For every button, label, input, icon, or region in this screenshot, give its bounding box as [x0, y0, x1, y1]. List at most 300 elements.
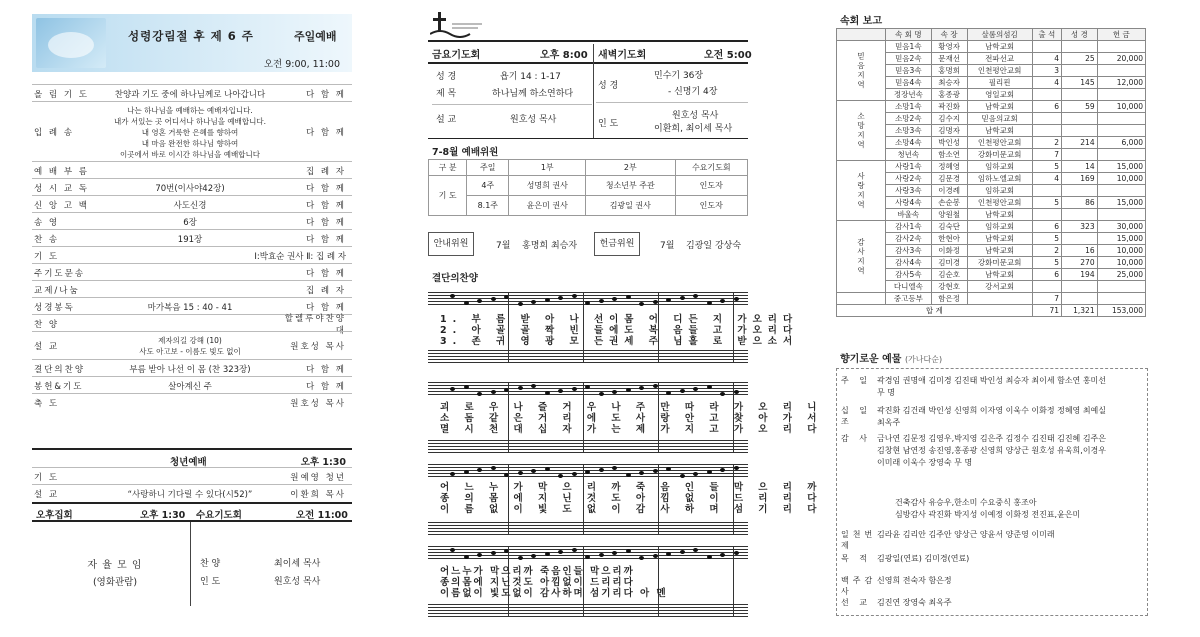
staff-line: [428, 353, 748, 354]
week-title: 성령강림절 후 제 6 주: [128, 29, 254, 43]
staff-line: [428, 616, 748, 617]
report-cell: 2: [1032, 245, 1061, 257]
report-cell: 12,000: [1097, 77, 1145, 89]
order-content: [104, 105, 276, 160]
report-cell: [1062, 185, 1098, 197]
music-note: [734, 466, 739, 470]
report-cell: 6: [1032, 269, 1061, 281]
report-cell: [1097, 125, 1145, 137]
staff-line: [428, 546, 748, 547]
staff-line: [428, 350, 748, 351]
order-content-line: 내 마음 완전한 하나님 향하여: [141, 138, 239, 148]
music-note: [450, 472, 455, 476]
staff-line: [428, 531, 748, 532]
hymn-lyric-line: 1. 부 름 받 아 나 선이몸 어 디든 지 가오리다: [440, 314, 799, 325]
report-cell: [1097, 149, 1145, 161]
report-cell: 10,000: [1097, 173, 1145, 185]
youth-title: 청년예배: [170, 457, 207, 468]
music-note: [707, 301, 712, 305]
order-row: [32, 263, 352, 281]
offering-row: [837, 405, 1147, 429]
staff-line: [428, 382, 748, 383]
report-cell: 4: [1032, 173, 1061, 185]
report-cell: 10,000: [1097, 245, 1145, 257]
order-content-line: 내가 서있는 곳 어디서나 하나님을 예배합니다.: [114, 116, 266, 126]
report-total-label: 합 계: [837, 305, 1033, 317]
report-cell: 강화미문교회: [967, 257, 1032, 269]
afternoon-title: 오후집회: [36, 510, 73, 521]
report-cell: 59: [1062, 101, 1098, 113]
music-note: [518, 471, 523, 475]
dawn-time: 오전 5:00: [704, 50, 752, 61]
hymn-lyric-line: 어느누가 막으리까 죽음인들 막으리까: [440, 566, 635, 577]
wed-value-1: 최이세 목사: [274, 559, 321, 569]
committee-cell: 인도자: [675, 196, 747, 216]
offering-names: [877, 375, 1147, 399]
report-cell: 인천평안교회: [967, 65, 1032, 77]
staff-line: [428, 534, 748, 535]
order-content-text: 마가복음 15 : 40 - 41: [147, 302, 233, 313]
order-label: 성경봉독: [34, 302, 75, 313]
report-row: [837, 161, 1146, 173]
report-cell: 홍종광: [931, 89, 967, 101]
music-note: [612, 466, 617, 470]
report-total-row: [837, 305, 1146, 317]
music-note: [545, 298, 550, 302]
offering-names: [877, 433, 1147, 469]
offering-line: 심방감사 곽진화 박지성 이예정 이화정 전진표,윤은미: [895, 510, 1081, 519]
music-note: [626, 549, 631, 553]
music-note: [491, 466, 496, 470]
report-region: 소망지역: [837, 101, 886, 161]
report-cell: 145: [1062, 77, 1098, 89]
report-cell: 손순봉: [931, 197, 967, 209]
music-note: [707, 470, 712, 474]
order-label: 축 도: [34, 398, 60, 409]
report-cell: 함소연: [931, 149, 967, 161]
report-cell: [1062, 89, 1098, 101]
report-cell: 임하교회: [967, 221, 1032, 233]
youth-row: [32, 467, 352, 485]
order-row: [32, 359, 352, 377]
order-label: 예 배 부 름: [34, 166, 89, 177]
youth-leader: 원예영 청년: [290, 472, 346, 483]
youth-label: 기 도: [34, 472, 60, 483]
report-cell: 7: [1032, 149, 1061, 161]
report-cell: 믿음의교회: [967, 113, 1032, 125]
report-cell: [1062, 209, 1098, 221]
report-cell: 최승자: [931, 77, 967, 89]
staff-line: [428, 525, 748, 526]
music-note: [693, 548, 698, 552]
offering-line: 무 명: [877, 388, 895, 397]
order-content-text: 살아계신 주: [168, 381, 212, 392]
music-note: [666, 391, 671, 395]
order-label: 기 도: [34, 251, 60, 262]
music-note: [680, 550, 685, 554]
report-cell: 임하노엘교회: [967, 173, 1032, 185]
offering-line: 김창현 남연정 송진영,홍종광 신영희 양상근 원호성 유욱희,이경우: [877, 446, 1106, 455]
report-cell: [1032, 41, 1061, 53]
offering-row: [837, 597, 1147, 609]
music-note: [666, 298, 671, 302]
music-note: [653, 469, 658, 473]
order-content: [104, 380, 276, 392]
report-header: 출 석: [1032, 29, 1061, 41]
report-cell: 남학교회: [967, 41, 1032, 53]
offering-label: 일천번제: [841, 530, 877, 550]
music-note: [639, 386, 644, 390]
staff-line: [428, 394, 748, 395]
vertical-divider: [593, 44, 594, 138]
report-cell: 임하교회: [967, 185, 1032, 197]
hymn-lyric-line: 2. 아 골 골 짝 빈 들에도 복 음들 고 가오리다: [440, 325, 799, 336]
report-cell: [1062, 65, 1098, 77]
music-note: [639, 471, 644, 475]
divider: [596, 102, 748, 103]
committee-header: 주일: [467, 160, 509, 176]
report-cell: [1097, 89, 1145, 101]
offering-line: 건축감사 유승우,한소미 수요중식 홍조아: [895, 498, 1037, 507]
order-content-text: 사도신경: [173, 200, 207, 211]
order-leader: 다 함 께: [305, 217, 346, 228]
report-cell: [1097, 65, 1145, 77]
offering-line: 김광일(연료) 김미경(연료): [877, 554, 970, 563]
music-note: [572, 548, 577, 552]
committee-cell: 인도자: [675, 176, 747, 196]
report-cell: 사랑1속: [886, 161, 932, 173]
report-cell: 전파선교: [967, 53, 1032, 65]
report-cell: 14: [1062, 161, 1098, 173]
report-cell: 믿음2속: [886, 53, 932, 65]
order-content-line: 이곳에서 바로 이시간 하나님을 예배합니다: [120, 149, 260, 159]
music-note: [653, 300, 658, 304]
order-leader: 할렐루야찬양대: [284, 313, 346, 336]
order-content-line: 사도 아고보 - 이름도 빛도 없이: [139, 347, 241, 356]
friday-label-1: 성 경: [436, 72, 457, 82]
report-cell: 감사5속: [886, 269, 932, 281]
music-note: [545, 552, 550, 556]
staff-line: [428, 391, 748, 392]
report-cell: 사랑3속: [886, 185, 932, 197]
music-note: [531, 300, 536, 304]
music-note: [599, 392, 604, 396]
report-cell: 김문경: [931, 173, 967, 185]
music-note: [693, 387, 698, 391]
report-cell: 감사3속: [886, 245, 932, 257]
wednesday-title: 수요기도회: [196, 510, 242, 521]
committee-table: [428, 159, 748, 216]
order-content: [104, 363, 276, 375]
report-cell: 소망3속: [886, 125, 932, 137]
music-note: [720, 468, 725, 472]
offering-line: 김라윤 김리안 김주안 양상근 양윤서 양준영 이미래: [877, 530, 1055, 539]
report-cell: [1062, 113, 1098, 125]
staff-line: [428, 604, 748, 605]
guide-label-1: 안내위원: [428, 232, 474, 256]
staff-line: [428, 607, 748, 608]
report-header: 성 경: [1062, 29, 1098, 41]
order-leader: 원호성 목사: [290, 342, 346, 352]
offering-box: [836, 368, 1148, 616]
report-cell: 소망2속: [886, 113, 932, 125]
report-header: 살롬의섬김: [967, 29, 1032, 41]
hymn-lyric-line: 이름없이 빛도없이 감사하며 섬기리다 아 멘: [440, 588, 668, 599]
report-cell: 감사2속: [886, 233, 932, 245]
report-cell: 6: [1032, 101, 1061, 113]
report-header-region: [837, 29, 886, 41]
report-cell: 함은정: [931, 293, 967, 305]
order-label: 교제/나눔: [34, 285, 80, 296]
music-note: [558, 296, 563, 300]
report-cell: [1097, 293, 1145, 305]
order-leader: 다 함 께: [305, 381, 346, 392]
order-leader: 집 례 자: [305, 285, 346, 296]
music-note: [477, 299, 482, 303]
report-cell: [1062, 41, 1098, 53]
report-cell: 남학교회: [967, 125, 1032, 137]
friday-label-2: 제 목: [436, 89, 457, 99]
report-cell: 남학교회: [967, 269, 1032, 281]
dawn-scripture-2: - 신명기 4장: [668, 87, 718, 97]
wed-value-2: 원호성 목사: [274, 577, 321, 587]
order-content-text: 부름 받아 나선 이 몸 (찬 323장): [129, 364, 251, 375]
offering-names: [877, 597, 1147, 609]
offering-row: [837, 433, 1147, 469]
offering-names: [877, 405, 1147, 429]
music-note: [572, 472, 577, 476]
divider: [428, 138, 748, 139]
report-cell: 강서교회: [967, 281, 1032, 293]
staff-line: [428, 295, 748, 296]
committee-header: 구 분: [429, 160, 467, 176]
order-label: 주기도문송: [34, 268, 86, 279]
staff-line: [428, 452, 748, 453]
report-cell: 323: [1062, 221, 1098, 233]
committee-cell: 청소년부 주관: [586, 176, 675, 196]
report-cell: [1062, 125, 1098, 137]
report-cell: 270: [1062, 257, 1098, 269]
friday-value-3: 원호성 목사: [510, 115, 557, 125]
staff-line: [428, 443, 748, 444]
report-cell: 임하교회: [967, 161, 1032, 173]
report-cell: 믿음4속: [886, 77, 932, 89]
music-note: [572, 294, 577, 298]
music-note: [720, 392, 725, 396]
report-cell: 믿음1속: [886, 41, 932, 53]
report-cell: 강현호: [931, 281, 967, 293]
music-note: [612, 297, 617, 301]
hymn-lyric-line: 멸 시 천 대 십 자 가 는 제 가 지 고 가 오 리 다: [440, 424, 823, 435]
music-note: [599, 553, 604, 557]
order-content: [104, 216, 276, 228]
music-note: [693, 472, 698, 476]
offering-row: [837, 553, 1147, 565]
order-row: [32, 313, 352, 336]
music-note: [734, 390, 739, 394]
music-note: [680, 296, 685, 300]
report-cell: 황영자: [931, 41, 967, 53]
dawn-leader-1: 원호성 목사: [672, 111, 719, 121]
report-header-row: [837, 29, 1146, 41]
music-note: [450, 548, 455, 552]
report-cell: [1032, 185, 1061, 197]
music-note: [680, 474, 685, 478]
hymn-lyric-line: 이 름 없 이 빛 도 없 이 감 사 하 며 섬 기 리 다: [440, 504, 823, 515]
guide-names-1: 홍명희 최승자: [522, 241, 578, 251]
wed-label-1: 찬 양: [200, 559, 221, 569]
offering-title: [840, 350, 942, 365]
committee-cell: 성명희 권사: [509, 176, 586, 196]
order-leader: 다 함 께: [305, 302, 346, 313]
committee-cell: 8.1주: [467, 196, 509, 216]
music-note: [599, 468, 604, 472]
music-note: [707, 555, 712, 559]
report-cell: 30,000: [1097, 221, 1145, 233]
report-cell: 194: [1062, 269, 1098, 281]
report-region: 믿음지역: [837, 41, 886, 101]
offering-subtitle: (가나다순): [904, 355, 943, 364]
report-header: 속 회 명: [886, 29, 932, 41]
offering-names: [877, 553, 1147, 565]
report-region: 감사지역: [837, 221, 886, 293]
order-label: 송 영: [34, 217, 60, 228]
order-leader: 다 함 께: [305, 268, 346, 279]
youth-content: “사랑하니 기다릴 수 있다(시52)”: [127, 489, 253, 500]
music-note: [464, 555, 469, 559]
hymn-lyric-line: 종 의 몸 에 지 닌 것 도 아 낌 없 이 드 리 리 다: [440, 493, 823, 504]
dawn-title: 새벽기도회: [598, 50, 647, 61]
service-name: 주일예배: [294, 30, 337, 43]
order-content: [104, 233, 276, 245]
offering-row: [837, 497, 1147, 521]
order-content-line: 나는 하나님을 예배하는 예배자입니다.: [127, 105, 253, 115]
offering-label: 선 교: [841, 598, 871, 607]
committee-cell: 윤은미 권사: [509, 196, 586, 216]
report-cell: [1032, 125, 1061, 137]
report-cell: 16: [1062, 245, 1098, 257]
hymn-sheet: [428, 284, 823, 630]
report-cell: 양원철: [931, 209, 967, 221]
committee-header: 1부: [509, 160, 586, 176]
report-cell: 정장년속: [886, 89, 932, 101]
friday-time: 오후 8:00: [540, 50, 588, 61]
order-leader: 다 함 께: [305, 128, 346, 138]
music-note: [558, 550, 563, 554]
order-content: [104, 335, 276, 357]
report-cell: 홍명희: [931, 65, 967, 77]
order-leader: 원호성 목사: [290, 398, 346, 409]
report-cell: 감사1속: [886, 221, 932, 233]
report-cell: [967, 293, 1032, 305]
report-cell: 15,000: [1097, 161, 1145, 173]
report-cell: [1097, 41, 1145, 53]
report-cell: 3: [1032, 65, 1061, 77]
report-cell: 다니엘속: [886, 281, 932, 293]
report-region: 사랑지역: [837, 161, 886, 221]
report-cell: 6,000: [1097, 137, 1145, 149]
music-note: [585, 301, 590, 305]
music-note: [531, 384, 536, 388]
order-row: [32, 195, 352, 213]
dawn-scripture-label: 성 경: [598, 81, 619, 91]
report-cell: 박인성: [931, 137, 967, 149]
staff-line: [428, 449, 748, 450]
report-cell: 10,000: [1097, 257, 1145, 269]
staff-line: [428, 359, 748, 360]
staff-line: [428, 549, 748, 550]
report-title: 속회 보고: [840, 16, 883, 27]
report-cell: 중고등부: [886, 293, 932, 305]
service-time: 오전 9:00, 11:00: [263, 59, 340, 70]
report-cell: [1097, 281, 1145, 293]
report-cell: 믿음3속: [886, 65, 932, 77]
report-header: 속 장: [931, 29, 967, 41]
report-region: [837, 293, 886, 305]
staff-line: [428, 446, 748, 447]
order-row: [32, 229, 352, 247]
music-note: [734, 297, 739, 301]
music-note: [653, 384, 658, 388]
hymn-lyric-line: 종의몸에 지닌것도 아낌없이 드리리다: [440, 577, 635, 588]
music-note: [693, 294, 698, 298]
divider: [32, 448, 352, 450]
youth-header: [32, 452, 352, 466]
staff-line: [428, 362, 748, 363]
staff-line: [428, 292, 748, 293]
music-note: [572, 387, 577, 391]
divider: [428, 40, 748, 42]
offering-row: [837, 529, 1147, 551]
report-cell: 김순호: [931, 269, 967, 281]
offering-line: 곽진화 김건래 박인성 신영희 이자영 이욱수 이화정 정혜영 최예실: [877, 406, 1106, 415]
music-note: [545, 391, 550, 395]
report-cell: 5: [1032, 233, 1061, 245]
staff-line: [428, 476, 748, 477]
staff-line: [428, 552, 748, 553]
report-cell: [1097, 209, 1145, 221]
order-content-text: 찬양과 기도 중에 하나님께로 나아갑니다: [114, 89, 266, 100]
dawn-leader-2: 이환희, 최이세 목사: [654, 124, 733, 134]
order-content: [104, 182, 276, 194]
music-note: [666, 552, 671, 556]
report-cell: 2: [1032, 137, 1061, 149]
report-cell: 25: [1062, 53, 1098, 65]
music-note: [518, 556, 523, 560]
offering-line: 이미래 이욱수 장영숙 무 명: [877, 458, 973, 467]
music-note: [558, 389, 563, 393]
order-row: [32, 280, 352, 298]
report-cell: [1062, 233, 1098, 245]
music-note: [626, 388, 631, 392]
committee-title: 7-8월 예배위원: [432, 147, 499, 158]
music-note: [450, 387, 455, 391]
report-cell: 86: [1062, 197, 1098, 209]
order-leader: 다 함 께: [305, 364, 346, 375]
staff-line: [428, 613, 748, 614]
committee-row-label: 기 도: [429, 176, 467, 216]
committee-cell: 김광일 권사: [586, 196, 675, 216]
friday-value-2: 하나님께 하소연하다: [492, 89, 574, 99]
music-note: [585, 555, 590, 559]
report-cell: 169: [1062, 173, 1098, 185]
music-note: [491, 551, 496, 555]
offering-names: [877, 497, 1147, 521]
order-label: 설 교: [34, 342, 60, 352]
music-note: [464, 301, 469, 305]
order-leader: 다 함 께: [305, 234, 346, 245]
order-content-line: 제자의길 강해 (10): [158, 336, 222, 345]
